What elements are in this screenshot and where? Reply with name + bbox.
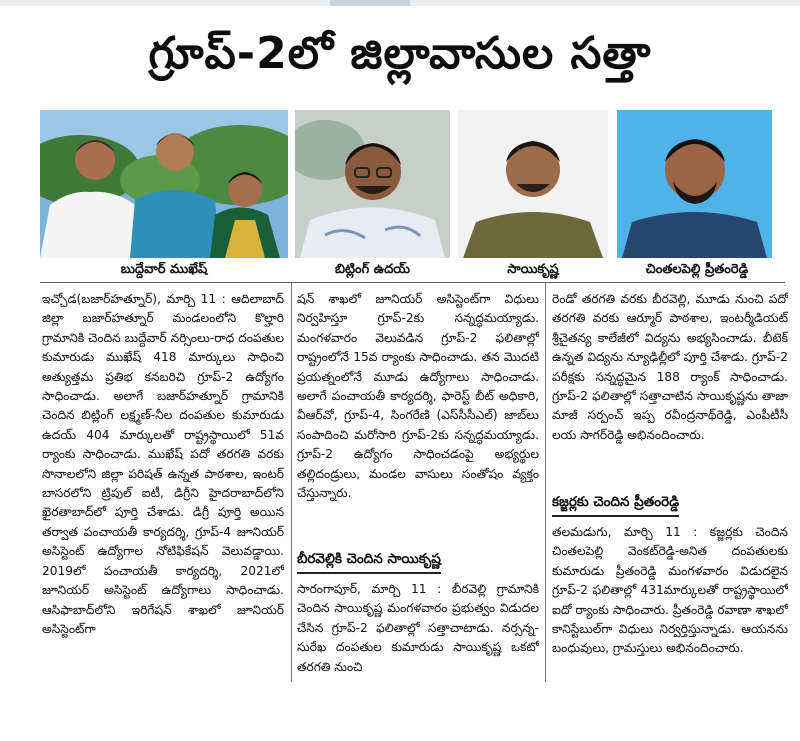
headline: గ్రూప్-2లో జిల్లావాసుల సత్తా <box>148 28 652 79</box>
caption-divider <box>40 282 785 283</box>
column-divider <box>291 282 292 682</box>
caption-uday: బిట్లింగ్ ఉదయ్ <box>334 262 411 277</box>
photo-preetham-reddy <box>617 110 772 258</box>
photo-mukesh-family <box>40 110 288 258</box>
subhead-preetham: కజ్జర్లకు చెందిన ప్రీతంరెడ్డి <box>552 494 679 517</box>
article-column-3-bottom: తలమడుగు, మార్చి 11 : కజ్జర్లకు చెందిన చింతలపెల్లి వెంకట్‌రెడ్డి-అనిత దంపతులకు కుమారుడు ప్రీతంరెడ్డి మంగళవారం విడుదలైన గ్రూప్-2 ఫలితాల్లో 431మార్కులతో రాష్ట్రస్థాయిలో ఐదో ర్యాంకు సాధించారు. ప్రీతంరెడ్డి రవాణా శాఖలో కానిస్టేబుల్‌గా విధులు నిర్వర్తిస్తున్నాడు. ఆయనను బంధువులు, గ్రామస్తులు అభినందించారు. <box>552 525 788 656</box>
subhead-saikrishna: బీరవెల్లికి చెందిన సాయికృష్ణ <box>297 551 441 574</box>
article-column-2-top: షన్ శాఖలో జూనియర్ అసిస్టెంట్‌గా విధులు నిర్వహిస్తూ గ్రూప్-2కు సన్నద్ధమయ్యాడు. మంగళవారం వెలువడిన గ్రూప్-2 ఫలితాల్లో రాష్ట్రంలోనే 15వ ర్యాంకు సాధించాడు. తన మొదటి ప్రయత్నంలోనే మూడు ఉద్యోగాలు సాధించాడు. అలాగే పంచాయతీ కార్యదర్శి, ఫారెస్ట్ బీట్ అధికారి, వీఆర్‌వో, గ్రూప్-4, సింగరేణి (ఎస్‌సీసీఎల్) జాబ్‌లు సంపాదించి మరోసారి గ్రూప్-2కు సన్నద్ధమయ్యాడు. గ్రూప్-2 ఉద్యోగం సాధించడంపై అభ్యర్థుల తల్లిదండ్రులు, మండల వాసులు సంతోషం వ్యక్తం చేస్తున్నారు. <box>297 292 539 501</box>
top-bar-segment <box>330 0 410 6</box>
article-column-1: ఇచ్చోడ(బజార్‌హత్నూర్), మార్చి 11 : ఆదిలాబాద్ జిల్లా బజార్‌హత్నూర్ మండలంలోని కొల్హారి గ్రామానికి చెందిన బుద్దేవార్ నర్సింలు-రాధ దంపతుల కుమారుడు ముఖేష్ 418 మార్కులు సాధించి అత్యుత్తమ ప్రతిభ కనబరిచి గ్రూప్-2 ఉద్యోగం సాధించాడు. అలాగే బజార్‌హత్నూర్ గ్రామానికి చెందిన బిట్లింగ్ లక్ష్మణ్-నీల దంపతుల కుమారుడు ఉదయ్ 404 మార్కులతో రాష్ట్రస్థాయిలో 51వ ర్యాంకు సాధించాడు. ముఖేష్ పదో తరగతి వరకు సొనాలలోని జిల్లా పరిషత్ ఉన్నత పాఠశాల, ఇంటర్ బాసరలోని ట్రిపుల్ ఐటీ, డిగ్రీని హైదరాబాద్‌లోని ఖైరతాబాద్‌లో పూర్తి చేశాడు. డిగ్రీ పూర్తి అయిన తర్వాత పంచాయతీ కార్యదర్శి, గ్రూప్-4 జూనియర్ అసిస్టెంట్ ఉద్యోగాల నోటిఫికేషన్ వెలువడ్డాయి. 2019లో పంచాయతీ కార్యదర్శి, 2021లో జూనియర్ అసిస్టెంట్ ఉద్యోగాలు సాధించాడు. ఆసిఫాబాద్‌లోని ఇరిగేషన్ శాఖలో జూనియర్ అసిస్టెంట్‌గా <box>42 292 284 636</box>
photo-saikrishna <box>458 110 608 258</box>
article-column-3-top: రెండో తరగతి వరకు బీరవెల్లి, మూడు నుంచి పదో తరగతి వరకు ఆర్మూర్ పాఠశాల, ఇంటర్మీడియట్ శ్రీచైతన్య కాలేజీలో విద్యను అభ్యసించాడు. బీటెక్ ఉన్నత విద్యను న్యూఢిల్లీలో పూర్తి చేశాడు. గ్రూప్-2 పరీక్షకు సన్నద్ధమైన 188 ర్యాంక్ సాధించాడు. గ్రూప్-2 ఫలితాల్లో సత్తాచాటిన సాయికృష్ణను తాజా మాజీ సర్పంచ్ ఇప్ప రవీంద్రనాథ్‌రెడ్డి, ఎంపీటీసీ లయ సాగర్‌రెడ్డి అభినందించారు. <box>552 292 788 442</box>
article-column-2-bottom: సారంగాపూర్, మార్చి 11 : బీరవెల్లి గ్రామానికి చెందిన సాయికృష్ణ మంగళవారం ప్రభుత్వం విడుదల చేసిన గ్రూప్-2 ఫలితాల్లో సత్తాచాటాడు. నర్సన్న-సురేఖ దంపతుల కుమారుడు సాయికృష్ణ ఒకటో తరగతి నుంచి <box>297 582 539 674</box>
caption-preetham: చింతలపెల్లి ప్రీతంరెడ్డి <box>645 262 749 277</box>
column-divider <box>545 282 546 682</box>
photo-uday <box>295 110 450 258</box>
caption-saikrishna: సాయికృష్ణ <box>507 262 559 277</box>
caption-mukesh: బుద్దేవార్ ముఖేష్ <box>120 262 208 277</box>
top-bar <box>0 0 800 6</box>
